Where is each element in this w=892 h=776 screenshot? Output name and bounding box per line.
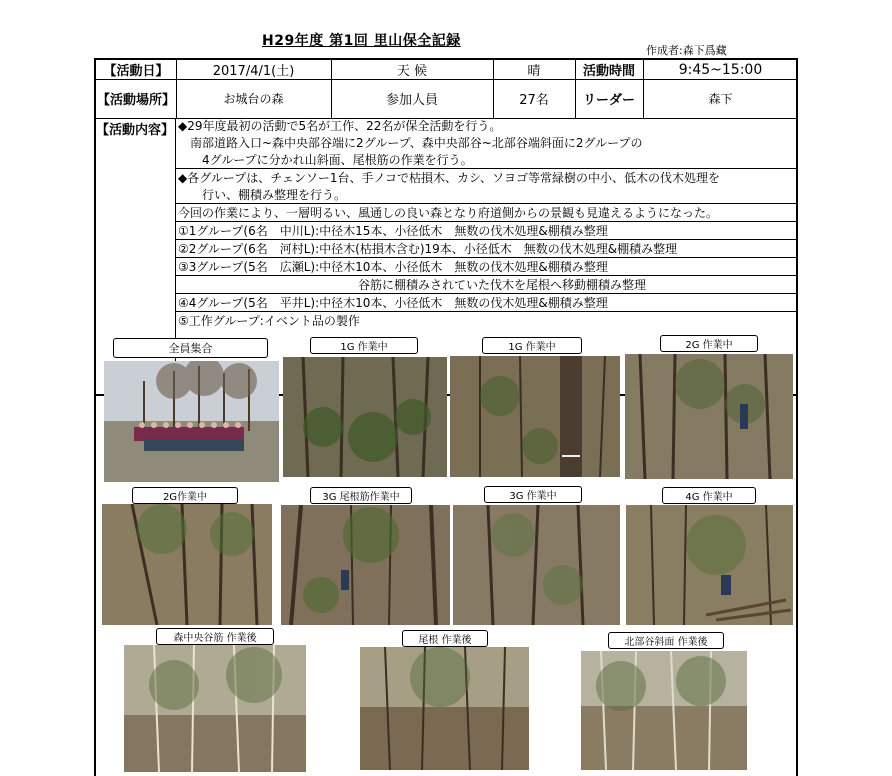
content-line: ④4グループ(5名 平井L):中径木10本、小径低木 無数の伐木処理&棚積み整理	[176, 295, 796, 312]
photo-caption: 1G 作業中	[482, 337, 582, 354]
photo-caption: 森中央谷筋 作業後	[156, 628, 274, 645]
date-label: 【活動日】	[96, 60, 177, 79]
author-credit: 作成者:森下爲藏	[646, 44, 727, 57]
leader-value: 森下	[708, 92, 733, 106]
content-line: ①1グループ(6名 中川L):中径木15本、小径低木 無数の伐木処理&棚積み整理	[176, 223, 796, 240]
photo-caption: 1G 作業中	[310, 337, 418, 354]
photo-3g-b	[453, 505, 620, 625]
members-label: 参加人員	[331, 79, 494, 118]
page-title: H29年度 第1回 里山保全記録	[262, 33, 461, 49]
info-row-1	[96, 60, 796, 80]
time-label: 活動時間	[575, 60, 644, 79]
content-line: 南部道路入口~森中央部谷端に2グループ、森中央部谷~北部谷端斜面に2グループの	[178, 136, 643, 150]
photo-2g-b	[102, 504, 272, 625]
leader-label: リーダー	[575, 79, 644, 118]
place-label: 【活動場所】	[96, 79, 177, 118]
time-value: 9:45~15:00	[678, 61, 763, 78]
photo-caption: 3G 作業中	[484, 486, 582, 503]
weather-value: 晴	[493, 60, 576, 79]
photo-1g-b	[450, 356, 620, 477]
content-line: 谷筋に棚積みされていた伐木を尾根へ移動棚積み整理	[176, 277, 796, 294]
photo-4g	[626, 505, 793, 625]
info-row-2	[96, 79, 796, 119]
photo-1g-a	[283, 357, 447, 477]
content-line: ◆29年度最初の活動で5名が工作、22名が保全活動を行う。	[178, 119, 502, 133]
photo-caption: 4G 作業中	[662, 487, 756, 504]
content-line: 4グループに分かれ山斜面、尾根筋の作業を行う。	[176, 152, 796, 169]
photo-valley-after	[124, 645, 306, 772]
members-value: 27名	[493, 79, 576, 118]
weather-label: 天 候	[331, 60, 494, 79]
photo-north-slope-after	[581, 651, 747, 770]
content-line: ③3グループ(5名 広瀬L):中径木10本、小径低木 無数の伐木処理&棚積み整理	[176, 259, 796, 276]
photo-3g-ridge	[281, 505, 450, 625]
photo-ridge-after	[360, 647, 529, 770]
photo-caption: 2G 作業中	[660, 335, 758, 352]
photo-caption: 北部谷斜面 作業後	[608, 632, 724, 649]
content-line: ②2グループ(6名 河村L):中径木(枯損木含む)19本、小径低木 無数の伐木処理&棚積み整理	[176, 241, 796, 258]
content-line: ◆各グループは、チェンソー1台、手ノコで枯損木、カシ、ソヨゴ等常緑樹の中小、低木の伐木処理を	[178, 171, 720, 185]
date-value: 2017/4/1(土)	[176, 60, 332, 79]
photo-caption: 2G作業中	[132, 487, 238, 504]
photo-caption: 3G 尾根筋作業中	[310, 487, 412, 504]
photo-caption: 尾根 作業後	[402, 630, 488, 647]
photo-2g-a	[625, 354, 793, 479]
content-label: 【活動内容】	[96, 118, 176, 394]
content-line: ⑤工作グループ:イベント品の製作	[178, 314, 360, 328]
content-line: 今回の作業により、一層明るい、風通しの良い森となり府道側からの景観も見違えるようになった。	[176, 205, 796, 222]
group-photo	[104, 361, 279, 482]
content-line: 行い、棚積み整理を行う。	[176, 187, 796, 204]
place-value: お城台の森	[176, 79, 332, 118]
photo-caption: 全員集合	[113, 338, 268, 358]
